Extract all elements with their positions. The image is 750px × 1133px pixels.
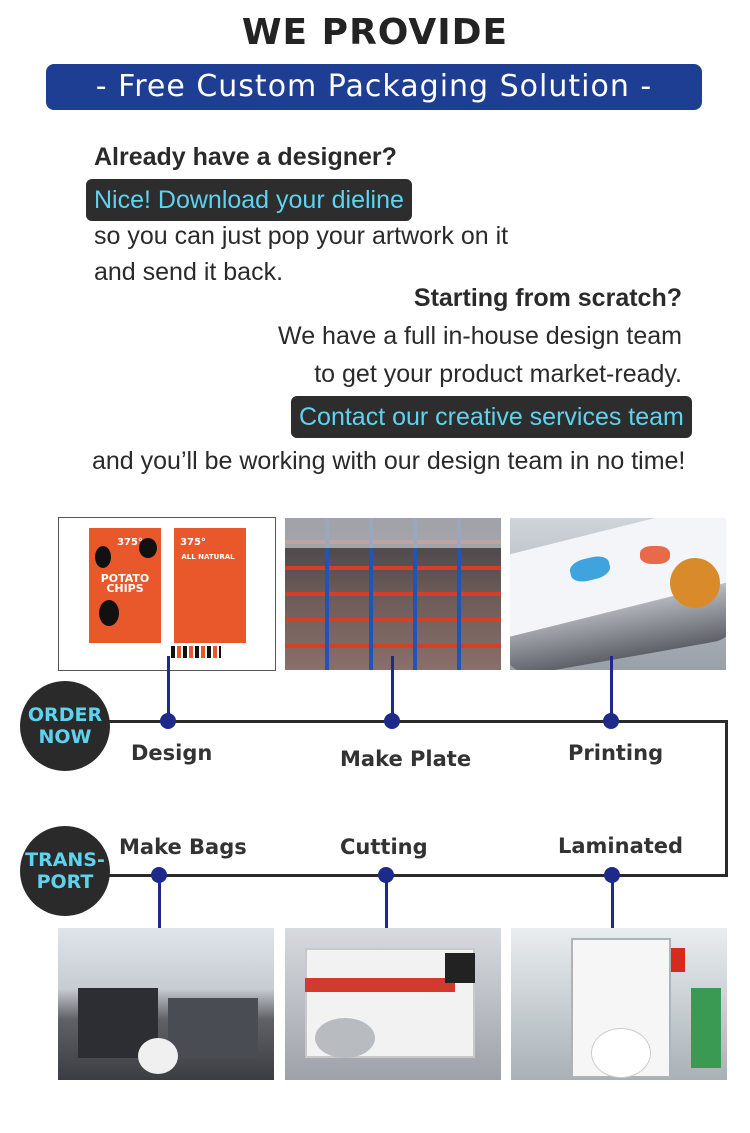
design-photo — [58, 517, 276, 671]
step-laminated: Laminated — [558, 834, 684, 858]
step-cutting: Cutting — [340, 835, 428, 859]
step-node — [378, 867, 394, 883]
process-line-bottom — [100, 874, 728, 877]
order-now-badge: ORDER NOW — [20, 681, 110, 771]
contact-creative-link[interactable]: Contact our creative services team — [291, 396, 692, 438]
step-node — [603, 713, 619, 729]
download-dieline-link[interactable]: Nice! Download your dieline — [86, 179, 412, 221]
banner: - Free Custom Packaging Solution - — [46, 64, 702, 110]
bag-back-illustration: 375° ALL NATURAL — [174, 528, 246, 643]
product-label: POTATO CHIPS — [100, 572, 150, 595]
laminated-photo — [511, 928, 727, 1080]
page-title: WE PROVIDE — [241, 12, 509, 53]
step-printing: Printing — [568, 741, 664, 765]
scratch-question: Starting from scratch? — [413, 284, 682, 312]
intro-line-3: We have a full in-house design team — [278, 322, 682, 350]
make-bags-photo — [58, 928, 274, 1080]
step-node — [604, 867, 620, 883]
color-swatches — [171, 646, 221, 658]
step-node — [151, 867, 167, 883]
step-make-plate: Make Plate — [340, 747, 472, 771]
brand-label: 375° — [117, 537, 143, 548]
intro-line-2: and send it back. — [94, 258, 284, 286]
process-line-top — [100, 720, 728, 723]
bag-front-illustration — [89, 528, 161, 643]
step-node — [384, 713, 400, 729]
intro-line-4: to get your product market-ready. — [314, 360, 682, 388]
step-make-bags: Make Bags — [119, 835, 247, 859]
transport-badge: TRANS- PORT — [20, 826, 110, 916]
step-node — [160, 713, 176, 729]
designer-question: Already have a designer? — [94, 143, 397, 171]
cutting-photo — [285, 928, 501, 1080]
printing-photo — [510, 518, 726, 670]
step-design: Design — [131, 741, 213, 765]
process-line-right — [725, 720, 728, 877]
make-plate-photo — [285, 518, 501, 670]
intro-line-1: so you can just pop your artwork on it — [94, 222, 509, 250]
intro-line-5: and you’ll be working with our design team in no time! — [92, 447, 686, 475]
